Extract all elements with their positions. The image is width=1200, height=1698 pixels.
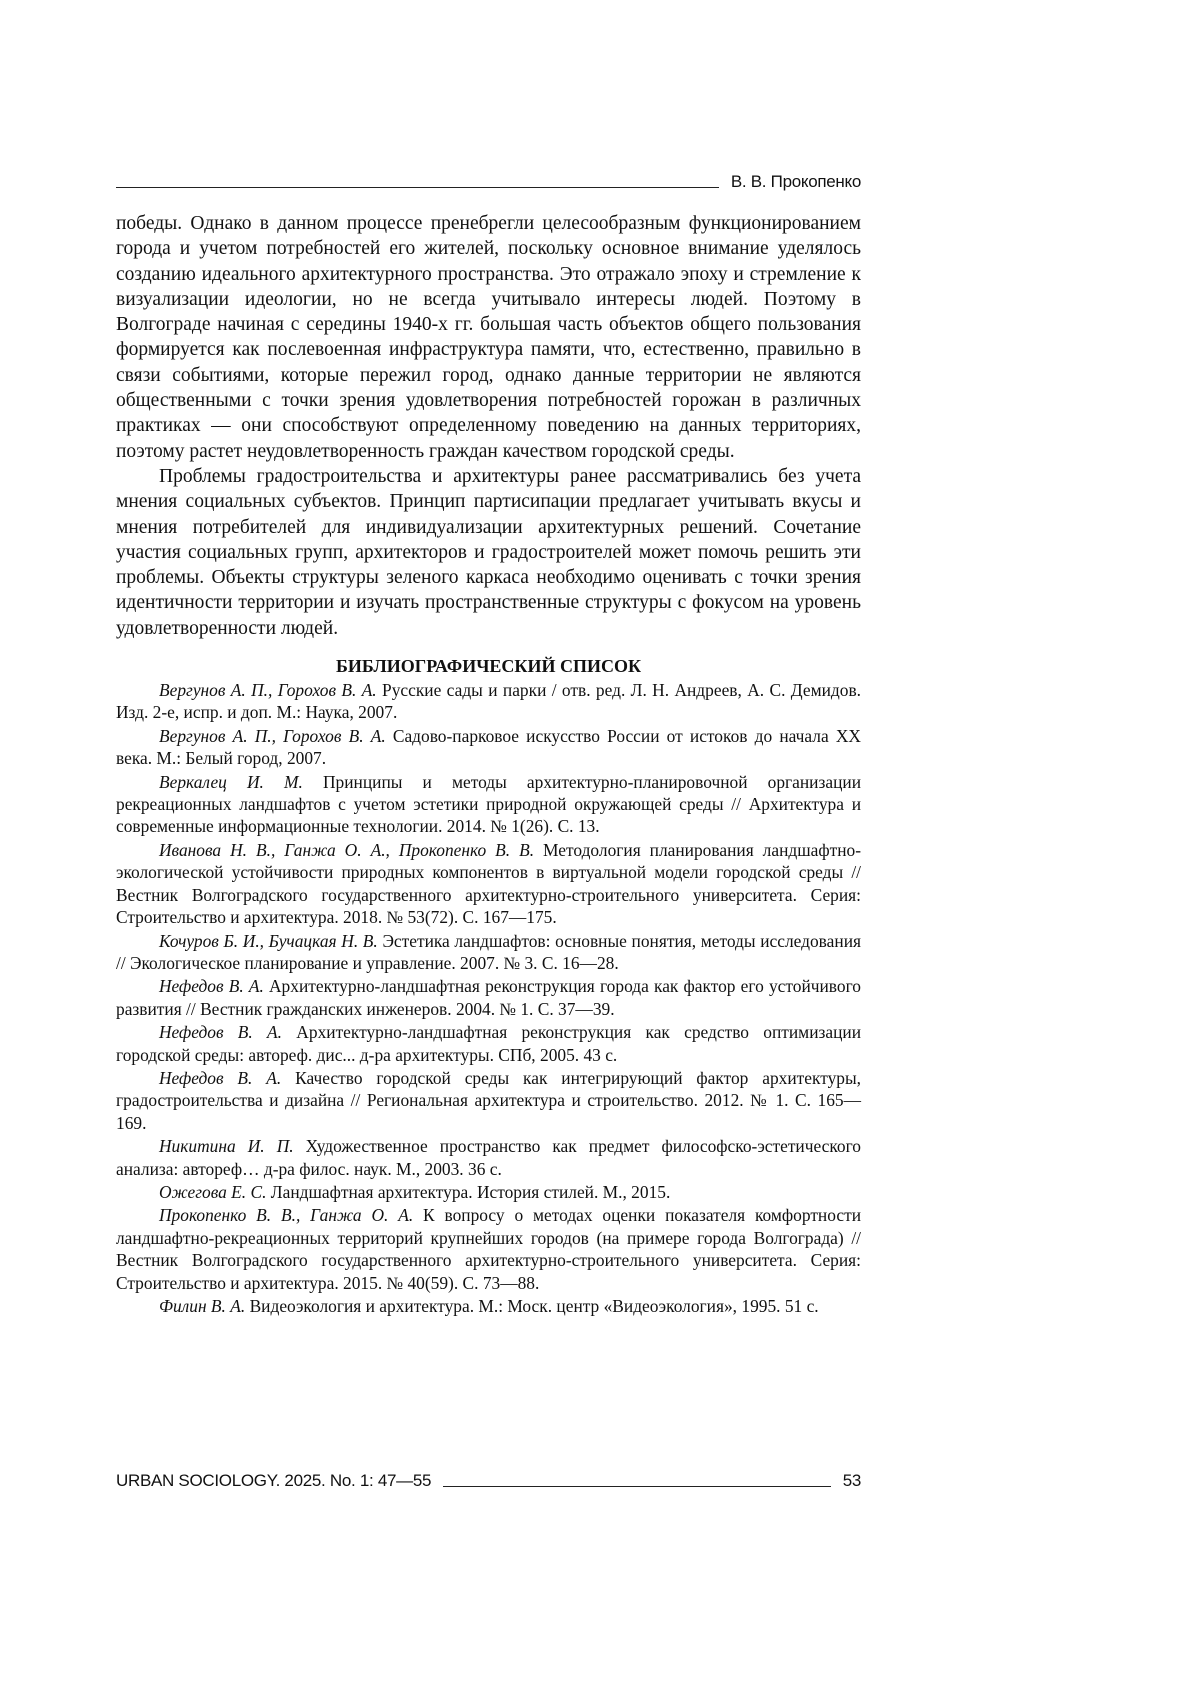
reference-authors: Иванова Н. В., Ганжа О. А., Прокопенко В. В. — [159, 840, 534, 860]
reference-text: Архитектурно-ландшафтная реконструкция как средство оптимизации городской среды: автореф. дис... д-ра архитектуры. СПб, 2005. 43 с. — [116, 1022, 861, 1064]
page-number: 53 — [843, 1471, 861, 1491]
reference-item — [116, 1067, 861, 1134]
reference-authors: Филин В. А. — [159, 1296, 245, 1316]
reference-item — [116, 725, 861, 770]
reference-authors: Вергунов А. П., Горохов В. А. — [159, 726, 386, 746]
running-footer — [116, 1471, 861, 1491]
reference-authors: Вергунов А. П., Горохов В. А. — [159, 680, 377, 700]
reference-authors: Нефедов В. А. — [159, 1068, 281, 1088]
reference-authors: Нефедов В. А. — [159, 976, 264, 996]
reference-authors: Никитина И. П. — [159, 1136, 294, 1156]
reference-item — [116, 771, 861, 838]
reference-text: Методология планирования ландшафтно-экологической устойчивости природных компонентов в виртуальной модели городской среды // Вестник Волгоградского государственного архитектурно-строительного университета. Серия: Строительство и архитектура. 2018. № 53(72). С. 167—175. — [116, 840, 861, 927]
reference-item — [116, 975, 861, 1020]
reference-item — [116, 1021, 861, 1066]
header-author: В. В. Прокопенко — [731, 172, 861, 192]
footer-rule — [443, 1486, 831, 1487]
footer-journal: URBAN SOCIOLOGY. 2025. No. 1: 47—55 — [116, 1471, 431, 1491]
reference-item — [116, 1181, 861, 1203]
reference-item — [116, 1295, 861, 1317]
reference-item — [116, 679, 861, 724]
reference-text: Эстетика ландшафтов: основные понятия, методы исследования // Экологическое планирование и управление. 2007. № 3. С. 16—28. — [116, 931, 861, 973]
reference-authors: Нефедов В. А. — [159, 1022, 282, 1042]
reference-authors: Кочуров Б. И., Бучацкая Н. В. — [159, 931, 378, 951]
running-header — [116, 172, 861, 192]
reference-text: Принципы и методы архитектурно-планировочной организации рекреационных ландшафтов с учетом эстетики природной окружающей среды // Архитектура и современные информационные технологии. 2014. № 1(26). С. 13. — [116, 772, 861, 837]
reference-text: Архитектурно-ландшафтная реконструкция города как фактор его устойчивого развития // Вестник гражданских инженеров. 2004. № 1. С. 37—39. — [116, 976, 861, 1018]
reference-text: Видеоэкология и архитектура. М.: Моск. центр «Видеоэкология», 1995. 51 с. — [245, 1296, 818, 1316]
reference-text: Садово-парковое искусство России от истоков до начала XX века. М.: Белый город, 2007. — [116, 726, 861, 768]
reference-text: Ландшафтная архитектура. История стилей. М., 2015. — [266, 1182, 670, 1202]
reference-text: Русские сады и парки / отв. ред. Л. Н. Андреев, А. С. Демидов. Изд. 2-е, испр. и доп. М.: Наука, 2007. — [116, 680, 861, 722]
reference-item — [116, 1204, 861, 1294]
reference-text: Художественное пространство как предмет философско-эстетического анализа: автореф… д-ра филос. наук. М., 2003. 36 с. — [116, 1136, 861, 1178]
body-paragraph: победы. Однако в данном процессе пренебрегли целесообразным функционированием города и учетом потребностей его жителей, поскольку основное внимание уделялось созданию идеального архитектурного пространства. Это отражало эпоху и стремление к визуализации идеологии, но не всегда учитывало интересы людей. Поэтому в Волгограде начиная с середины 1940-х гг. большая часть объектов общего пользования формируется как послевоенная инфраструктура памяти, что, естественно, правильно в связи событиями, которые пережил город, однако данные территории не являются общественными с точки зрения удовлетворения потребностей горожан в различных практиках — они способствуют определенному поведению на данных территориях, поэтому растет неудовлетворенность граждан качеством городской среды. — [116, 211, 861, 464]
page-content — [116, 211, 861, 1318]
reference-authors: Ожегова Е. С. — [159, 1182, 266, 1202]
bibliography-list — [116, 679, 861, 1317]
reference-item — [116, 930, 861, 975]
reference-item — [116, 839, 861, 929]
reference-item — [116, 1135, 861, 1180]
reference-authors: Веркалец И. М. — [159, 772, 303, 792]
body-paragraph: Проблемы градостроительства и архитектуры ранее рассматривались без учета мнения социальных субъектов. Принцип партисипации предлагает учитывать вкусы и мнения потребителей для индивидуализации архитектурных решений. Сочетание участия социальных групп, архитекторов и градостроителей может помочь решить эти проблемы. Объекты структуры зеленого каркаса необходимо оценивать с точки зрения идентичности территории и изучать пространственные структуры с фокусом на уровень удовлетворенности людей. — [116, 464, 861, 641]
reference-authors: Прокопенко В. В., Ганжа О. А. — [159, 1205, 413, 1225]
header-rule — [116, 187, 719, 188]
reference-text: К вопросу о методах оценки показателя комфортности ландшафтно-рекреационных территорий крупнейших городов (на примере города Волгограда) // Вестник Волгоградского государственного архитектурно-строительного университета. Серия: Строительство и архитектура. 2015. № 40(59). С. 73—88. — [116, 1205, 861, 1292]
reference-text: Качество городской среды как интегрирующий фактор архитектуры, градостроительства и дизайна // Региональная архитектура и строительство. 2012. № 1. С. 165—169. — [116, 1068, 861, 1133]
bibliography-title: БИБЛИОГРАФИЧЕСКИЙ СПИСОК — [116, 654, 861, 678]
